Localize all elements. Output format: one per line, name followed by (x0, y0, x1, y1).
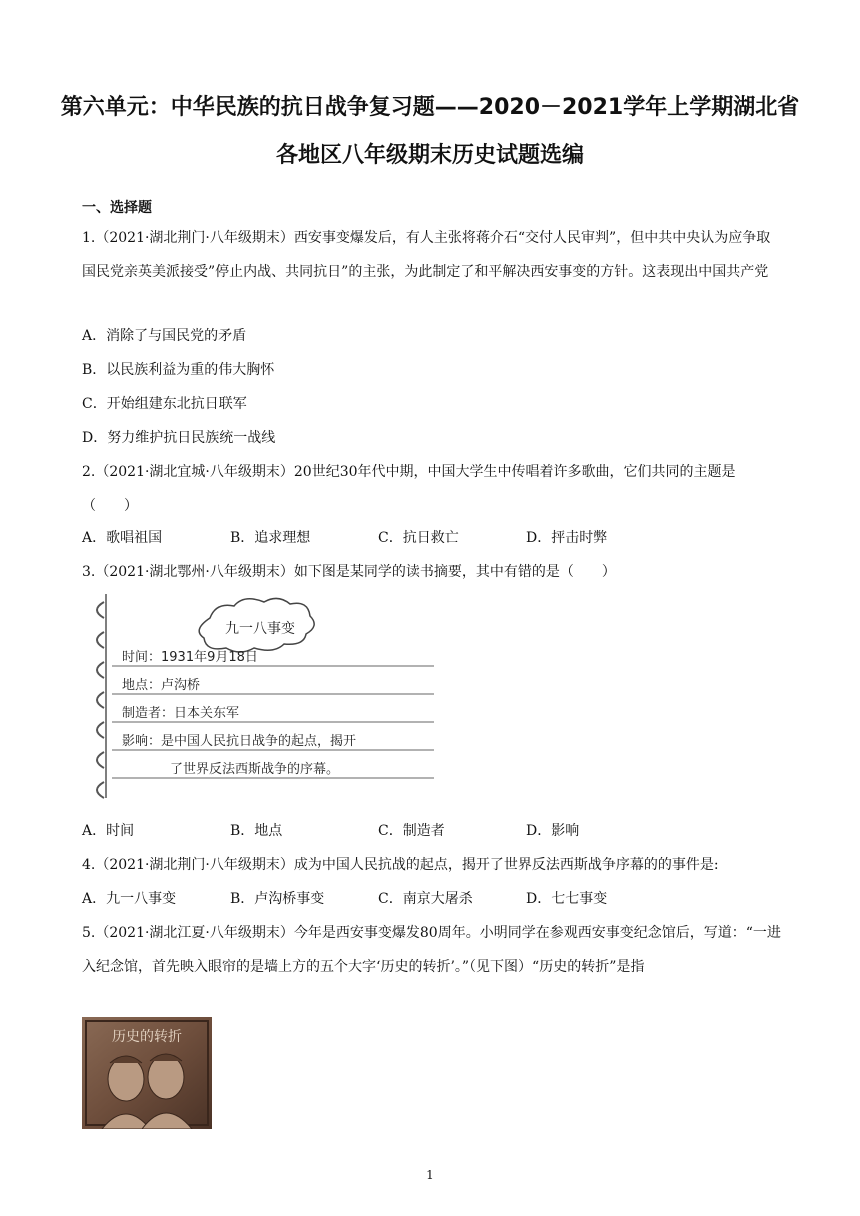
q2-option-b: B．追求理想 (230, 530, 311, 546)
section-heading: 一、选择题 (82, 200, 152, 216)
q2-option-a: A．歌唱祖国 (82, 530, 163, 546)
q3-option-c: C．制造者 (378, 823, 445, 839)
title-line-2: 各地区八年级期末历史试题选编 (275, 143, 584, 168)
q2-options (82, 521, 674, 555)
q4-options (82, 882, 674, 916)
notebook-line-impact: 影响：是中国人民抗日战争的起点，揭开 (122, 734, 357, 749)
notebook-heading: 九一八事变 (225, 621, 295, 637)
q1-option-a: A．消除了与国民党的矛盾 (82, 328, 247, 344)
notebook-line-place: 地点：卢沟桥 (122, 678, 201, 693)
page-title (60, 84, 800, 180)
notebook-line-time: 时间：1931年9月18日 (122, 650, 258, 665)
q3-options (82, 814, 674, 848)
q3-option-d: D．影响 (526, 823, 580, 839)
q4-option-d: D．七七事变 (526, 891, 608, 907)
q3-option-b: B．地点 (230, 823, 283, 839)
question-1: 1.（2021·湖北荆门·八年级期末）西安事变爆发后，有人主张将蒋介石“交付人民审判”，但中共中央认为应争取国民党亲英美派接受”停止内战、共同抗日”的主张，为此制定了和平解决西安事变的方针。这表现出中国共产党 (82, 230, 771, 280)
q1-option-b: B．以民族利益为重的伟大胸怀 (82, 362, 275, 378)
question-3: 3.（2021·湖北鄂州·八年级期末）如下图是某同学的读书摘要，其中有错的是（ ） (82, 564, 616, 580)
q4-option-a: A．九一八事变 (82, 891, 177, 907)
question-2: 2.（2021·湖北宜城·八年级期末）20世纪30年代中期，中国大学生中传唱着许多歌曲，它们共同的主题是（ ） (82, 464, 736, 514)
question-4: 4.（2021·湖北荆门·八年级期末）成为中国人民抗战的起点，揭开了世界反法西斯战争序幕的的事件是: (82, 857, 719, 873)
page-number: 1 (426, 1168, 434, 1182)
q1-option-c: C．开始组建东北抗日联军 (82, 396, 247, 412)
notebook-line-maker: 制造者：日本关东军 (122, 706, 240, 721)
spiral-binding-icon (97, 594, 106, 798)
relief-caption: 历史的转折 (112, 1029, 182, 1045)
q1-option-d: D．努力维护抗日民族统一战线 (82, 430, 276, 446)
q4-option-b: B．卢沟桥事变 (230, 891, 325, 907)
q4-option-c: C．南京大屠杀 (378, 891, 473, 907)
q2-option-d: D．抨击时弊 (526, 530, 608, 546)
notebook-line-impact-cont: 了世界反法西斯战争的序幕。 (170, 762, 340, 777)
q2-option-c: C．抗日救亡 (378, 530, 459, 546)
relief-photo (82, 1017, 212, 1129)
question-5: 5.（2021·湖北江夏·八年级期末）今年是西安事变爆发80周年。小明同学在参观西安事变纪念馆后，写道：“一进入纪念馆，首先映入眼帘的是墙上方的五个大字‘历史的转折’。”（见下图）“历史的转折”是指 (82, 925, 781, 975)
title-line-1: 第六单元：中华民族的抗日战争复习题——2020－2021学年上学期湖北省 (60, 95, 800, 120)
q3-option-a: A．时间 (82, 823, 135, 839)
notebook-image (82, 590, 442, 802)
